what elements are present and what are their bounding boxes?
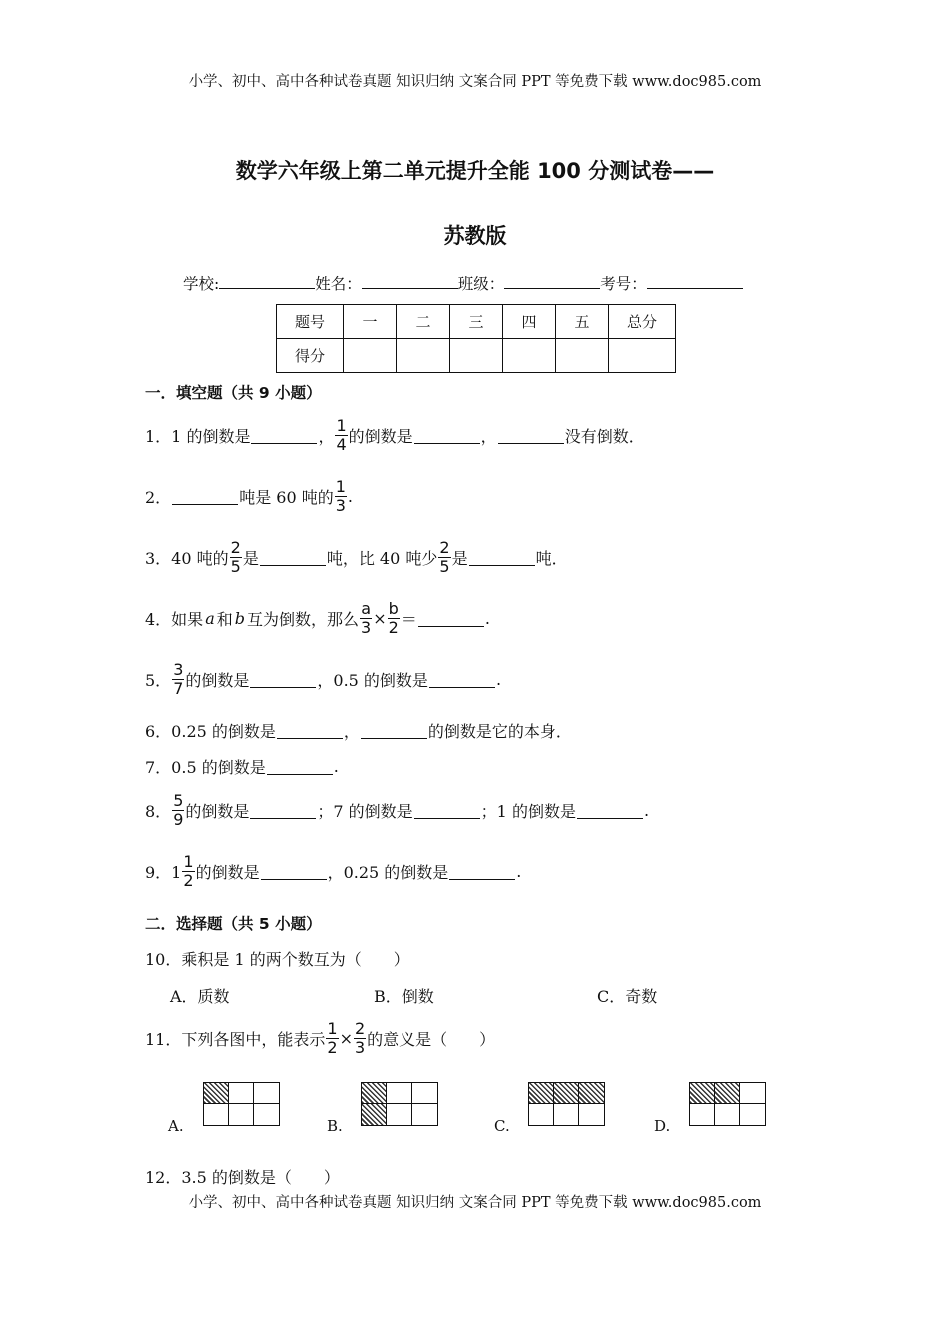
fraction: $\frac{3}{7}$ (173, 659, 184, 698)
fraction: $\frac{2}{5}$ (439, 537, 450, 576)
q4-text: 4．如果 (145, 609, 204, 629)
question-7 (145, 744, 339, 788)
answer-blank[interactable] (414, 427, 480, 444)
answer-blank[interactable] (577, 802, 643, 819)
figure-a-grid[interactable] (203, 1082, 280, 1126)
question-5 (145, 657, 501, 701)
q3-text: 是 (242, 548, 259, 568)
score-header-cell: 总分 (609, 305, 676, 339)
q2-text: 吨是 60 吨的 (239, 487, 334, 507)
score-header-cell: 三 (450, 305, 503, 339)
answer-blank[interactable] (498, 427, 564, 444)
class-label: 班级： (457, 275, 505, 293)
figure-label-a[interactable]: A. (168, 1117, 184, 1135)
school-label: 学校: (183, 275, 220, 293)
q9-text: 的倒数是 (195, 862, 260, 882)
figure-d-grid[interactable] (689, 1082, 766, 1126)
section-2-heading: 二．选择题（共 5 小题） (145, 915, 322, 933)
fraction: $\frac{b}{2}$ (388, 598, 399, 637)
answer-blank[interactable] (267, 758, 333, 775)
score-table (276, 304, 676, 373)
q8-text: . (643, 800, 650, 820)
answer-blank[interactable] (250, 802, 316, 819)
section-1-heading: 一．填空题（共 9 小题） (145, 384, 322, 402)
q1-text: 1．1 的倒数是 (145, 426, 251, 446)
class-field[interactable] (504, 273, 600, 289)
question-9 (145, 849, 521, 893)
name-label: 姓名： (315, 275, 362, 293)
q6-text: 的倒数是它的本身． (427, 721, 572, 741)
q9-text: 9．1 (145, 862, 182, 882)
number-field[interactable] (647, 273, 743, 289)
score-cell[interactable] (556, 339, 609, 373)
variable-a: a (205, 608, 215, 628)
name-field[interactable] (362, 273, 458, 289)
answer-blank[interactable] (361, 722, 427, 739)
number-label: 考号： (600, 275, 647, 293)
answer-blank[interactable] (277, 722, 343, 739)
answer-blank[interactable] (449, 863, 515, 880)
question-8 (145, 788, 649, 832)
fraction: $\frac{1}{2}$ (327, 1018, 338, 1057)
question-1: 1．1 的倒数是 ， $\frac{1}{4}$ 的倒数是 ， 没有倒数． (145, 415, 645, 454)
q11-text: 11．下列各图中，能表示 (145, 1029, 326, 1049)
question-6: 6．0.25 的倒数是 ， 的倒数是它的本身． (145, 708, 572, 752)
q3-text: 是 (451, 548, 468, 568)
question-10: 10．乘积是 1 的两个数互为（ ） (145, 949, 410, 969)
q7-text: . (333, 756, 339, 776)
score-cell[interactable] (609, 339, 676, 373)
title-line-1: 数学六年级上第二单元提升全能 100 分测试卷—— (235, 159, 715, 183)
answer-blank[interactable] (429, 671, 495, 688)
page-footer: 小学、初中、高中各种试卷真题 知识归纳 文案合同 PPT 等免费下载 www.doc985.com (188, 1195, 762, 1211)
question-3 (145, 535, 568, 579)
score-cell[interactable] (450, 339, 503, 373)
question-12: 12．3.5 的倒数是（ ） (145, 1167, 340, 1187)
q4-text: 和 (216, 609, 233, 629)
fraction: $\frac{5}{9}$ (173, 790, 184, 829)
q8-text: 8． (145, 801, 172, 821)
score-row-label: 得分 (277, 339, 344, 373)
score-header-cell: 五 (556, 305, 609, 339)
school-field[interactable] (219, 273, 315, 289)
answer-blank[interactable] (418, 610, 484, 627)
q3-text: 3．40 吨的 (145, 548, 229, 568)
score-cell[interactable] (344, 339, 397, 373)
times-sign: × (339, 1028, 353, 1048)
figure-b-grid[interactable] (361, 1082, 438, 1126)
score-cell[interactable] (503, 339, 556, 373)
q8-text: ；1 的倒数是 (480, 801, 576, 821)
q11-text: 的意义是（ ） (367, 1029, 496, 1049)
q5-text: 的倒数是 (185, 670, 250, 690)
score-header-cell: 一 (344, 305, 397, 339)
score-cell[interactable] (397, 339, 450, 373)
q4-text: . (484, 608, 490, 628)
q3-text: 吨． (535, 548, 568, 568)
q2-text: . (347, 486, 354, 506)
student-info (183, 272, 743, 294)
q1-text: 的倒数是 (348, 426, 413, 446)
q7-text: 7．0.5 的倒数是 (145, 757, 266, 777)
q8-text: ；7 的倒数是 (317, 801, 413, 821)
answer-blank[interactable] (469, 549, 535, 566)
q5-text: 5． (145, 670, 172, 690)
figure-label-c[interactable]: C. (494, 1117, 510, 1135)
answer-blank[interactable] (260, 549, 326, 566)
fraction: $\frac{a}{3}$ (361, 598, 372, 637)
fraction: $\frac{1}{2}$ (183, 851, 194, 890)
q8-text: 的倒数是 (185, 801, 250, 821)
q5-text: . (495, 669, 502, 689)
page-header: 小学、初中、高中各种试卷真题 知识归纳 文案合同 PPT 等免费下载 www.doc985.com (188, 74, 762, 90)
question-11 (145, 1016, 495, 1060)
figure-label-b[interactable]: B. (327, 1117, 343, 1135)
option-a[interactable]: A．质数 (170, 987, 230, 1006)
question-4 (145, 596, 490, 640)
fraction: $\frac{2}{5}$ (230, 537, 241, 576)
option-c[interactable]: C．奇数 (597, 987, 658, 1006)
answer-blank[interactable] (172, 488, 238, 505)
fraction: $\frac{1}{3}$ (335, 476, 346, 515)
times-sign: × (373, 608, 387, 628)
fraction: $\frac{1}{4}$ (336, 415, 347, 454)
answer-blank[interactable] (250, 671, 316, 688)
score-header-cell: 二 (397, 305, 450, 339)
q6-text: 6．0.25 的倒数是 (145, 721, 276, 741)
question-2 (145, 474, 353, 518)
q3-text: 吨，比 40 吨少 (326, 548, 438, 568)
variable-b: b (234, 608, 245, 628)
figure-c-grid[interactable] (528, 1082, 605, 1126)
q9-text: . (516, 861, 522, 881)
q2-text: 2． (145, 487, 172, 507)
answer-blank[interactable] (414, 802, 480, 819)
q4-text: 互为倒数，那么 (247, 609, 360, 629)
score-header-cell: 四 (503, 305, 556, 339)
score-header-cell: 题号 (277, 305, 344, 339)
figure-label-d[interactable]: D. (654, 1117, 671, 1135)
q1-text: 没有倒数． (564, 426, 645, 446)
equals-sign: ＝ (400, 609, 417, 629)
q5-text: ，0.5 的倒数是 (317, 670, 428, 690)
answer-blank[interactable] (261, 863, 327, 880)
option-b[interactable]: B．倒数 (374, 987, 434, 1006)
fraction: $\frac{2}{3}$ (354, 1018, 366, 1057)
answer-blank[interactable] (251, 427, 317, 444)
title-line-2: 苏教版 (443, 224, 507, 248)
q9-text: ，0.25 的倒数是 (327, 862, 449, 882)
